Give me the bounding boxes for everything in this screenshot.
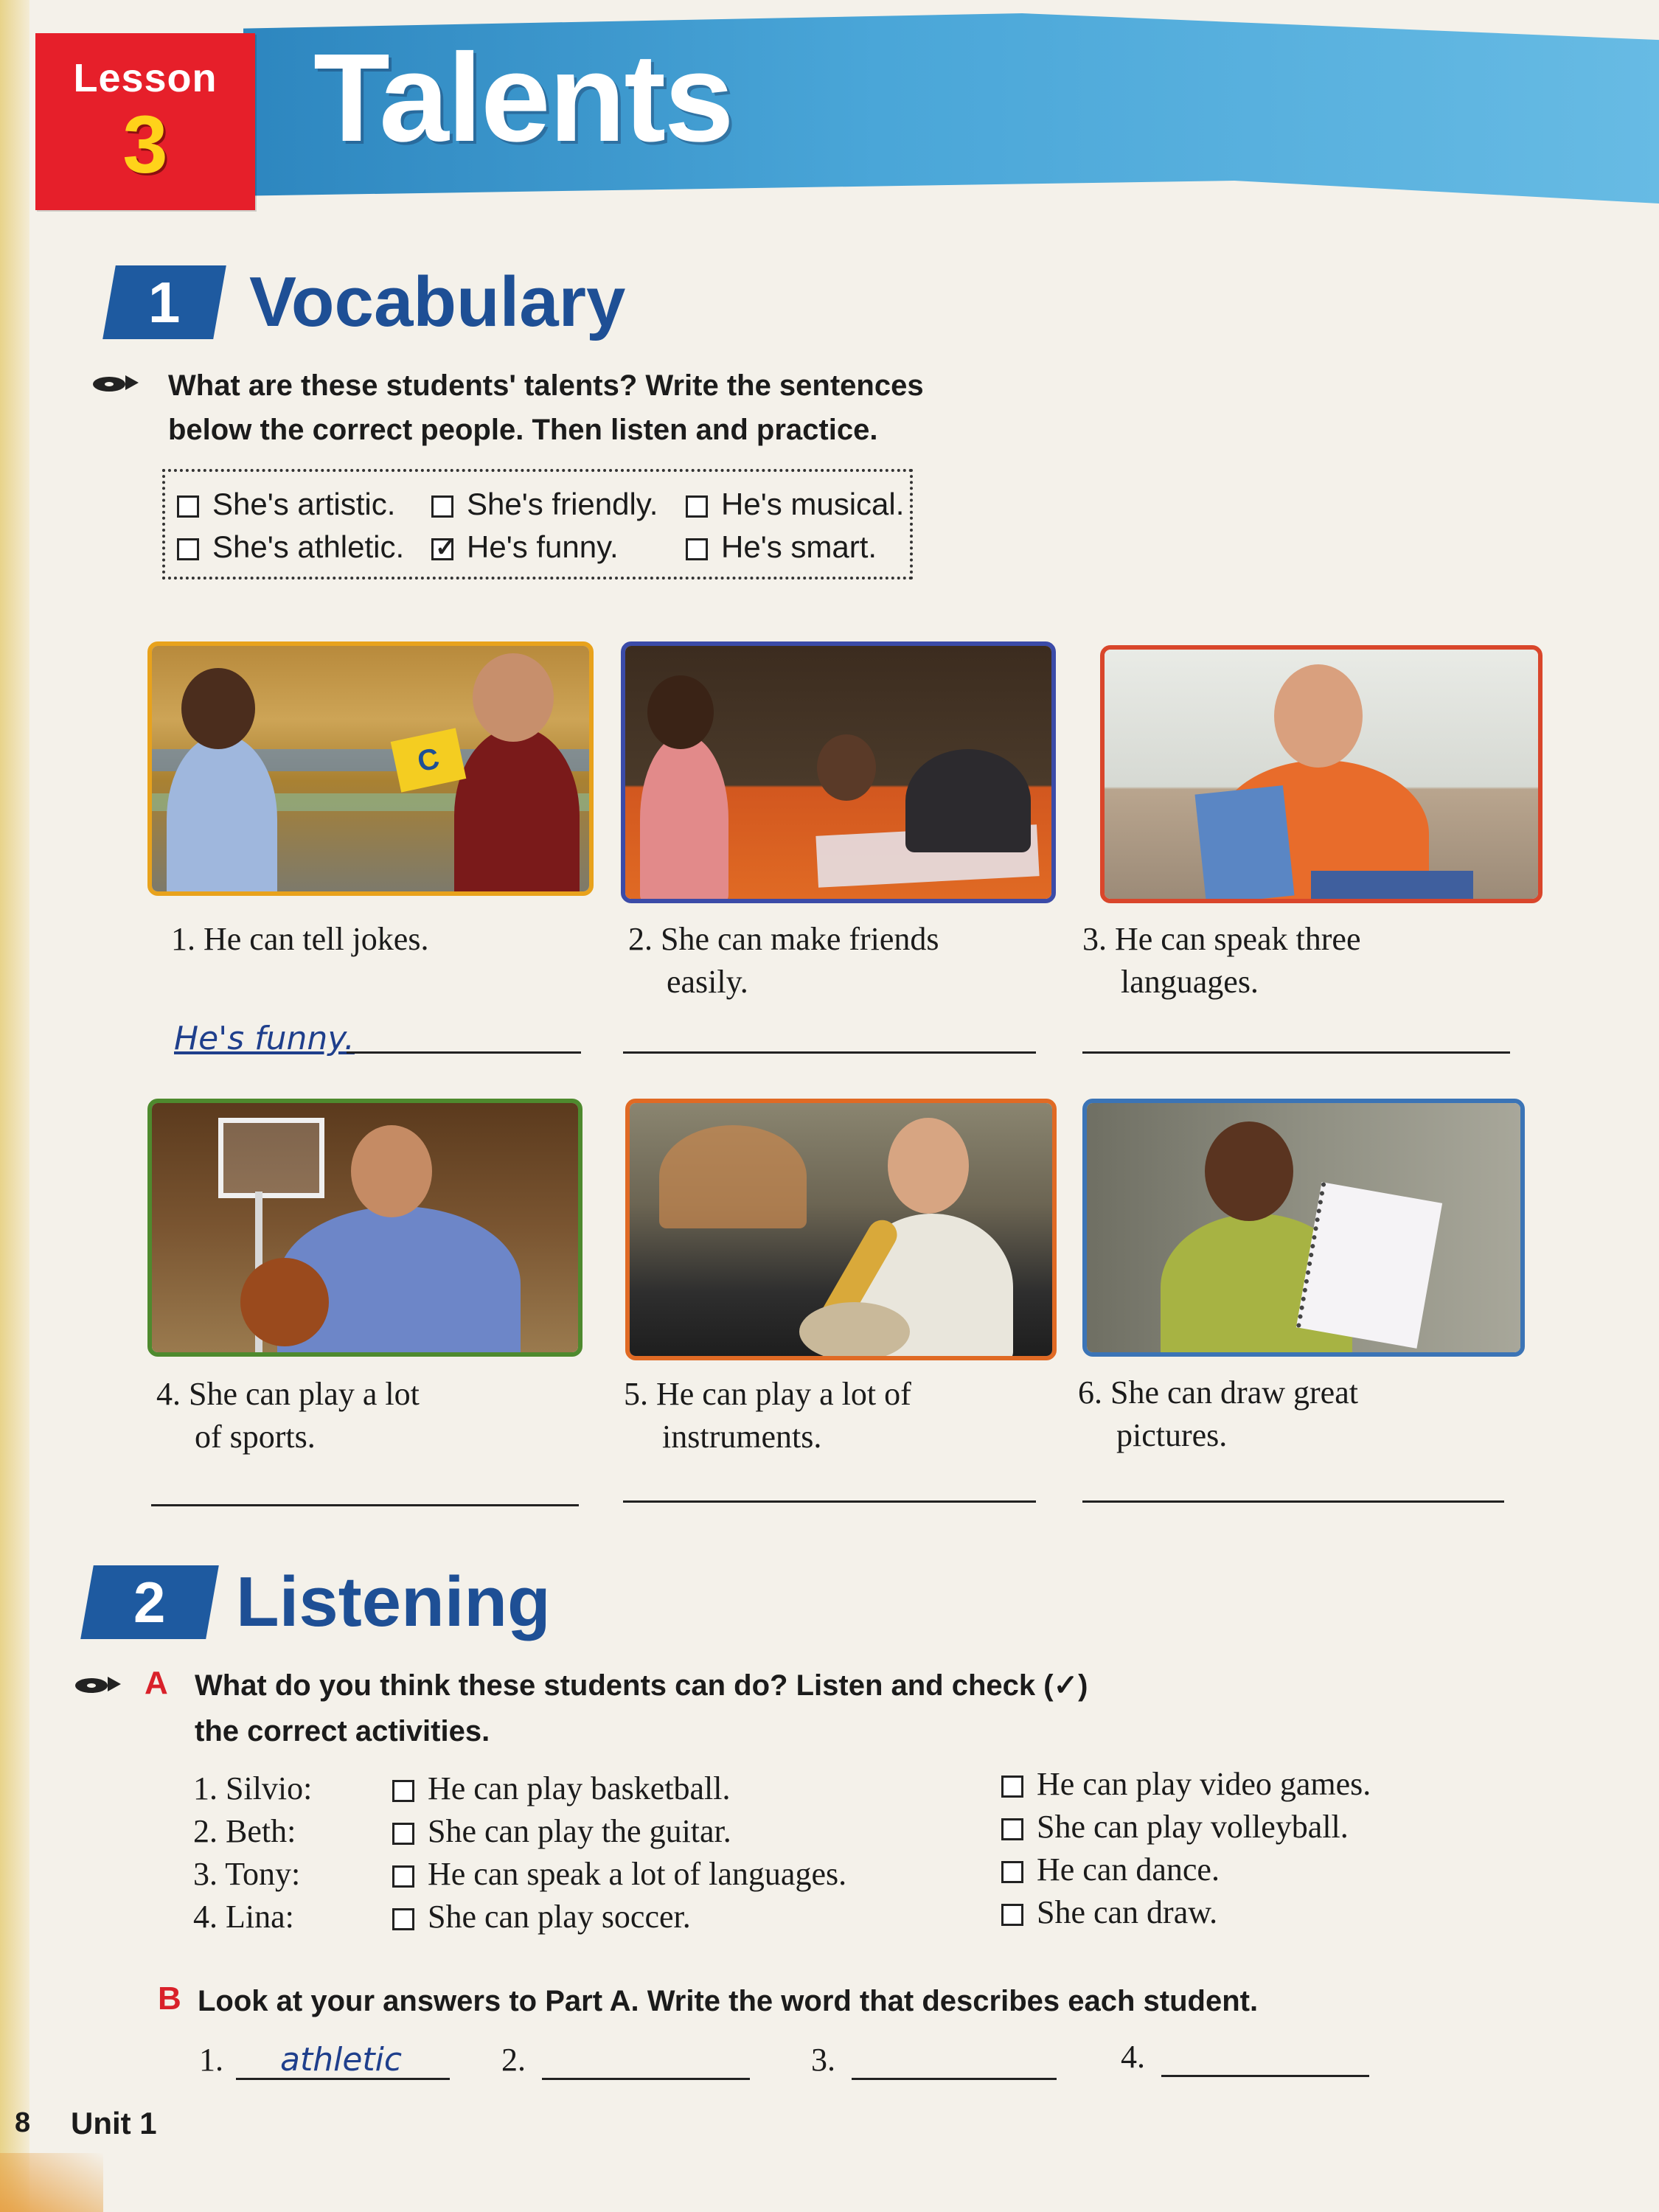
part-b-letter: B bbox=[158, 1980, 181, 2017]
checkbox[interactable] bbox=[392, 1780, 414, 1802]
answer-line-1[interactable] bbox=[347, 1051, 581, 1054]
caption-1: 1. He can tell jokes. bbox=[171, 921, 429, 957]
answer-line-6[interactable] bbox=[1082, 1500, 1504, 1503]
section-title-vocabulary: Vocabulary bbox=[249, 262, 626, 341]
option-item[interactable]: He can play video games. bbox=[1001, 1765, 1371, 1803]
checkbox[interactable] bbox=[431, 495, 453, 518]
checkbox-checked[interactable] bbox=[431, 534, 456, 562]
photo-instruments bbox=[625, 1099, 1057, 1360]
photo-drawing bbox=[1082, 1099, 1525, 1357]
caption-5: 5. He can play a lot of instruments. bbox=[624, 1376, 911, 1455]
part-b-answer-1-handwritten[interactable]: athletic bbox=[280, 2041, 403, 2079]
section-number-1: 1 bbox=[102, 265, 226, 339]
checkbox[interactable] bbox=[177, 538, 199, 560]
answer-line-3[interactable] bbox=[1082, 1051, 1510, 1054]
vocab-instruction-line-2: below the correct people. Then listen and practice. bbox=[168, 414, 878, 446]
part-b-answer-line-2[interactable] bbox=[542, 2078, 750, 2080]
option-item[interactable]: She can play volleyball. bbox=[1001, 1808, 1349, 1846]
checkbox[interactable] bbox=[686, 538, 708, 560]
lesson-number: 3 bbox=[122, 100, 168, 190]
section-number-2: 2 bbox=[80, 1565, 219, 1639]
photo-sports bbox=[147, 1099, 582, 1357]
part-b-answer-line-1[interactable] bbox=[236, 2078, 450, 2080]
answer-line-4[interactable] bbox=[151, 1504, 579, 1506]
caption-3: 3. He can speak three languages. bbox=[1082, 921, 1361, 1000]
section-title-listening: Listening bbox=[236, 1562, 551, 1641]
lesson-badge bbox=[35, 33, 255, 210]
page-edge bbox=[0, 0, 29, 2212]
photo-friends bbox=[621, 641, 1056, 903]
checkbox[interactable] bbox=[1001, 1904, 1023, 1926]
word-box-item[interactable]: He's musical. bbox=[686, 487, 904, 522]
option-item[interactable]: She can play the guitar. bbox=[392, 1812, 731, 1850]
flashcard: C bbox=[391, 728, 467, 792]
part-b-answer-line-4[interactable] bbox=[1161, 2075, 1369, 2077]
checkbox[interactable] bbox=[392, 1865, 414, 1888]
checkbox[interactable] bbox=[1001, 1818, 1023, 1840]
option-item[interactable]: He can dance. bbox=[1001, 1851, 1220, 1888]
option-item[interactable]: He can play basketball. bbox=[392, 1770, 731, 1807]
audio-cd-icon[interactable] bbox=[91, 372, 139, 393]
page-corner-shade bbox=[0, 2153, 103, 2212]
photo-languages bbox=[1100, 645, 1543, 903]
option-item[interactable]: She can play soccer. bbox=[392, 1898, 691, 1935]
part-b-label-2: 2. bbox=[501, 2042, 526, 2078]
part-b-label-4: 4. bbox=[1121, 2039, 1145, 2075]
student-name-3: 3. Tony: bbox=[193, 1856, 301, 1892]
part-b-instruction: Look at your answers to Part A. Write the word that describes each student. bbox=[198, 1985, 1259, 2017]
caption-6: 6. She can draw great pictures. bbox=[1078, 1374, 1358, 1453]
word-box-item[interactable]: She's friendly. bbox=[431, 487, 658, 522]
checkbox[interactable] bbox=[686, 495, 708, 518]
caption-4: 4. She can play a lot of sports. bbox=[156, 1376, 420, 1455]
checkbox[interactable] bbox=[177, 495, 199, 518]
part-b-answer-line-3[interactable] bbox=[852, 2078, 1057, 2080]
vocab-instruction-line-1: What are these students' talents? Write the sentences bbox=[168, 369, 924, 402]
option-item[interactable]: He can speak a lot of languages. bbox=[392, 1855, 846, 1893]
part-a-instruction-line-1: What do you think these students can do? Listen and check (✓) bbox=[195, 1669, 1088, 1702]
unit-label: Unit 1 bbox=[71, 2106, 157, 2140]
part-a-instruction-line-2: the correct activities. bbox=[195, 1715, 490, 1747]
word-box-item[interactable]: ✓ He's funny. bbox=[431, 529, 619, 565]
word-box-item[interactable]: He's smart. bbox=[686, 529, 877, 565]
checkmark-icon: ✓ bbox=[435, 534, 456, 562]
answer-line-5[interactable] bbox=[623, 1500, 1036, 1503]
photo-jokes bbox=[147, 641, 594, 896]
option-item[interactable]: She can draw. bbox=[1001, 1893, 1217, 1931]
page-number: 8 bbox=[15, 2107, 31, 2138]
word-box-item[interactable]: She's athletic. bbox=[177, 529, 404, 565]
answer-1-handwritten[interactable]: He's funny. bbox=[174, 1020, 355, 1057]
part-b-label-3: 3. bbox=[811, 2042, 835, 2078]
audio-cd-icon[interactable] bbox=[74, 1674, 121, 1694]
checkbox[interactable] bbox=[392, 1823, 414, 1845]
student-name-4: 4. Lina: bbox=[193, 1899, 294, 1935]
answer-line-2[interactable] bbox=[623, 1051, 1036, 1054]
checkbox[interactable] bbox=[392, 1908, 414, 1930]
student-name-2: 2. Beth: bbox=[193, 1813, 296, 1849]
page-title: Talents bbox=[313, 28, 733, 168]
caption-2: 2. She can make friends easily. bbox=[628, 921, 939, 1000]
student-name-1: 1. Silvio: bbox=[193, 1770, 313, 1806]
part-a-letter: A bbox=[145, 1665, 168, 1701]
checkbox[interactable] bbox=[1001, 1775, 1023, 1798]
checkbox[interactable] bbox=[1001, 1861, 1023, 1883]
lesson-word: Lesson bbox=[73, 56, 218, 100]
word-box-item[interactable]: She's artistic. bbox=[177, 487, 395, 522]
part-b-label-1: 1. bbox=[199, 2042, 223, 2078]
